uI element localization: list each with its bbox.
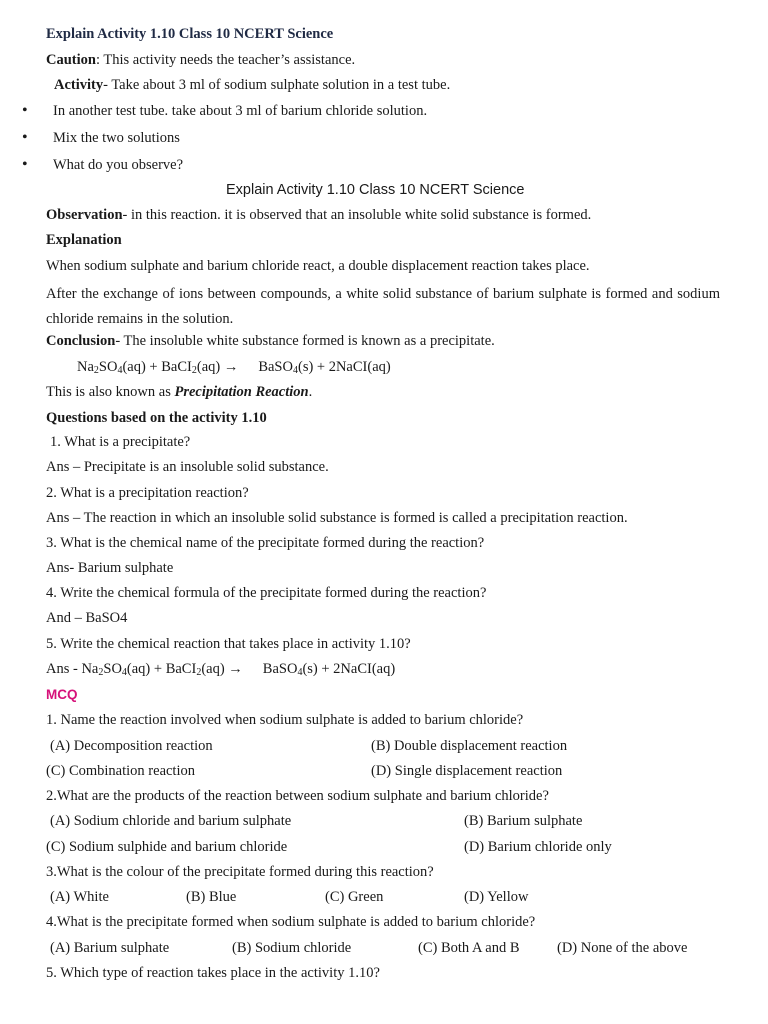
bullet-item: Mix the two solutions: [53, 130, 180, 146]
mcq-option: (A) Sodium chloride and barium sulphate: [50, 813, 292, 829]
answer-3: Ans- Barium sulphate: [46, 560, 174, 576]
mcq-option: (C) Green: [325, 889, 384, 905]
bullet-item: In another test tube. take about 3 ml of barium chloride solution.: [53, 103, 428, 119]
explanation-paragraph: After the exchange of ions between compounds, a white solid substance of barium sulphate is formed and sodium chloride remains in the solution.: [46, 286, 720, 327]
question-3: 3. What is the chemical name of the precipitate formed during the reaction?: [46, 535, 485, 551]
precipitation-reaction-term: Precipitation Reaction: [174, 384, 309, 400]
answer-1: Ans – Precipitate is an insoluble solid substance.: [46, 459, 329, 475]
mcq-option: (D) None of the above: [557, 940, 688, 956]
activity-line: [54, 76, 450, 94]
mcq-option: (C) Sodium sulphide and barium chloride: [46, 839, 288, 855]
mcq-question-4: 4.What is the precipitate formed when sodium sulphate is added to barium chloride?: [46, 914, 536, 930]
explanation-heading: Explanation: [46, 232, 122, 248]
question-4: 4. Write the chemical formula of the precipitate formed during the reaction?: [46, 585, 487, 601]
mcq-option: (C) Both A and B: [418, 940, 520, 956]
mcq-option: (A) White: [50, 889, 109, 905]
mcq-option: (B) Double displacement reaction: [371, 738, 568, 754]
mcq-option: (D) Yellow: [464, 889, 529, 905]
bullet-marker: •: [22, 156, 28, 173]
answer-2: Ans – The reaction in which an insoluble solid substance is formed is called a precipitation reaction.: [46, 510, 628, 526]
caution-text: : This activity needs the teacher’s assistance.: [95, 52, 356, 68]
mcq-option: (D) Barium chloride only: [464, 839, 612, 855]
mcq-question-2: 2.What are the products of the reaction between sodium sulphate and barium chloride?: [46, 788, 549, 804]
mcq-option: (B) Barium sulphate: [464, 813, 583, 829]
mcq-option: (A) Barium sulphate: [50, 940, 170, 956]
answer-5: Ans - $Na_2SO_4(aq)$ + BaCI$_2$(aq) → BaSO$_4$(s) + 2NaCI(aq): [46, 661, 396, 678]
mcq-option: (D) Single displacement reaction: [371, 763, 563, 779]
bullet-marker: •: [22, 102, 28, 119]
mcq-option: (B) Sodium chloride: [232, 940, 352, 956]
page-title: Explain Activity 1.10 Class 10 NCERT Science: [46, 26, 334, 42]
bullet-item: What do you observe?: [53, 157, 184, 173]
conclusion-text: - The insoluble white substance formed is known as a precipitate.: [115, 333, 495, 349]
question-1: 1. What is a precipitate?: [50, 434, 191, 450]
bullet-marker: •: [22, 129, 28, 146]
answer-4: And – BaSO4: [46, 610, 128, 626]
mcq-option: (A) Decomposition reaction: [50, 738, 213, 754]
question-5: 5. Write the chemical reaction that takes place in activity 1.10?: [46, 636, 411, 652]
question-2: 2. What is a precipitation reaction?: [46, 485, 249, 501]
activity-text: - Take about 3 ml of sodium sulphate solution in a test tube.: [103, 77, 451, 93]
also-known-line: This is also known as Precipitation Reaction.: [46, 384, 313, 400]
mcq-question-1: 1. Name the reaction involved when sodium sulphate is added to barium chloride?: [46, 712, 524, 728]
mcq-question-3: 3.What is the colour of the precipitate formed during this reaction?: [46, 864, 434, 880]
caution-label: Caution: [46, 52, 96, 68]
mcq-question-5: 5. Which type of reaction takes place in the activity 1.10?: [46, 965, 380, 981]
mcq-option: (C) Combination reaction: [46, 763, 195, 779]
observation-line: [46, 206, 591, 224]
observation-text: - in this reaction. it is observed that an insoluble white solid substance is formed.: [122, 207, 592, 223]
chemical-equation: $Na_2SO_4(aq)$ + BaCI$_2$(aq) → BaSO$_4$(s) + 2NaCI(aq): [77, 359, 391, 376]
observation-label: Observation: [46, 207, 123, 223]
explanation-line: When sodium sulphate and barium chloride react, a double displacement reaction takes place.: [46, 258, 590, 274]
activity-label: Activity: [54, 77, 104, 93]
questions-heading: Questions based on the activity 1.10: [46, 410, 267, 426]
mcq-heading: MCQ: [46, 687, 78, 702]
conclusion-line: [46, 332, 495, 350]
conclusion-label: Conclusion: [46, 333, 116, 349]
mcq-option: (B) Blue: [186, 889, 237, 905]
section-heading: Explain Activity 1.10 Class 10 NCERT Science: [226, 182, 525, 198]
caution-line: [46, 51, 355, 69]
